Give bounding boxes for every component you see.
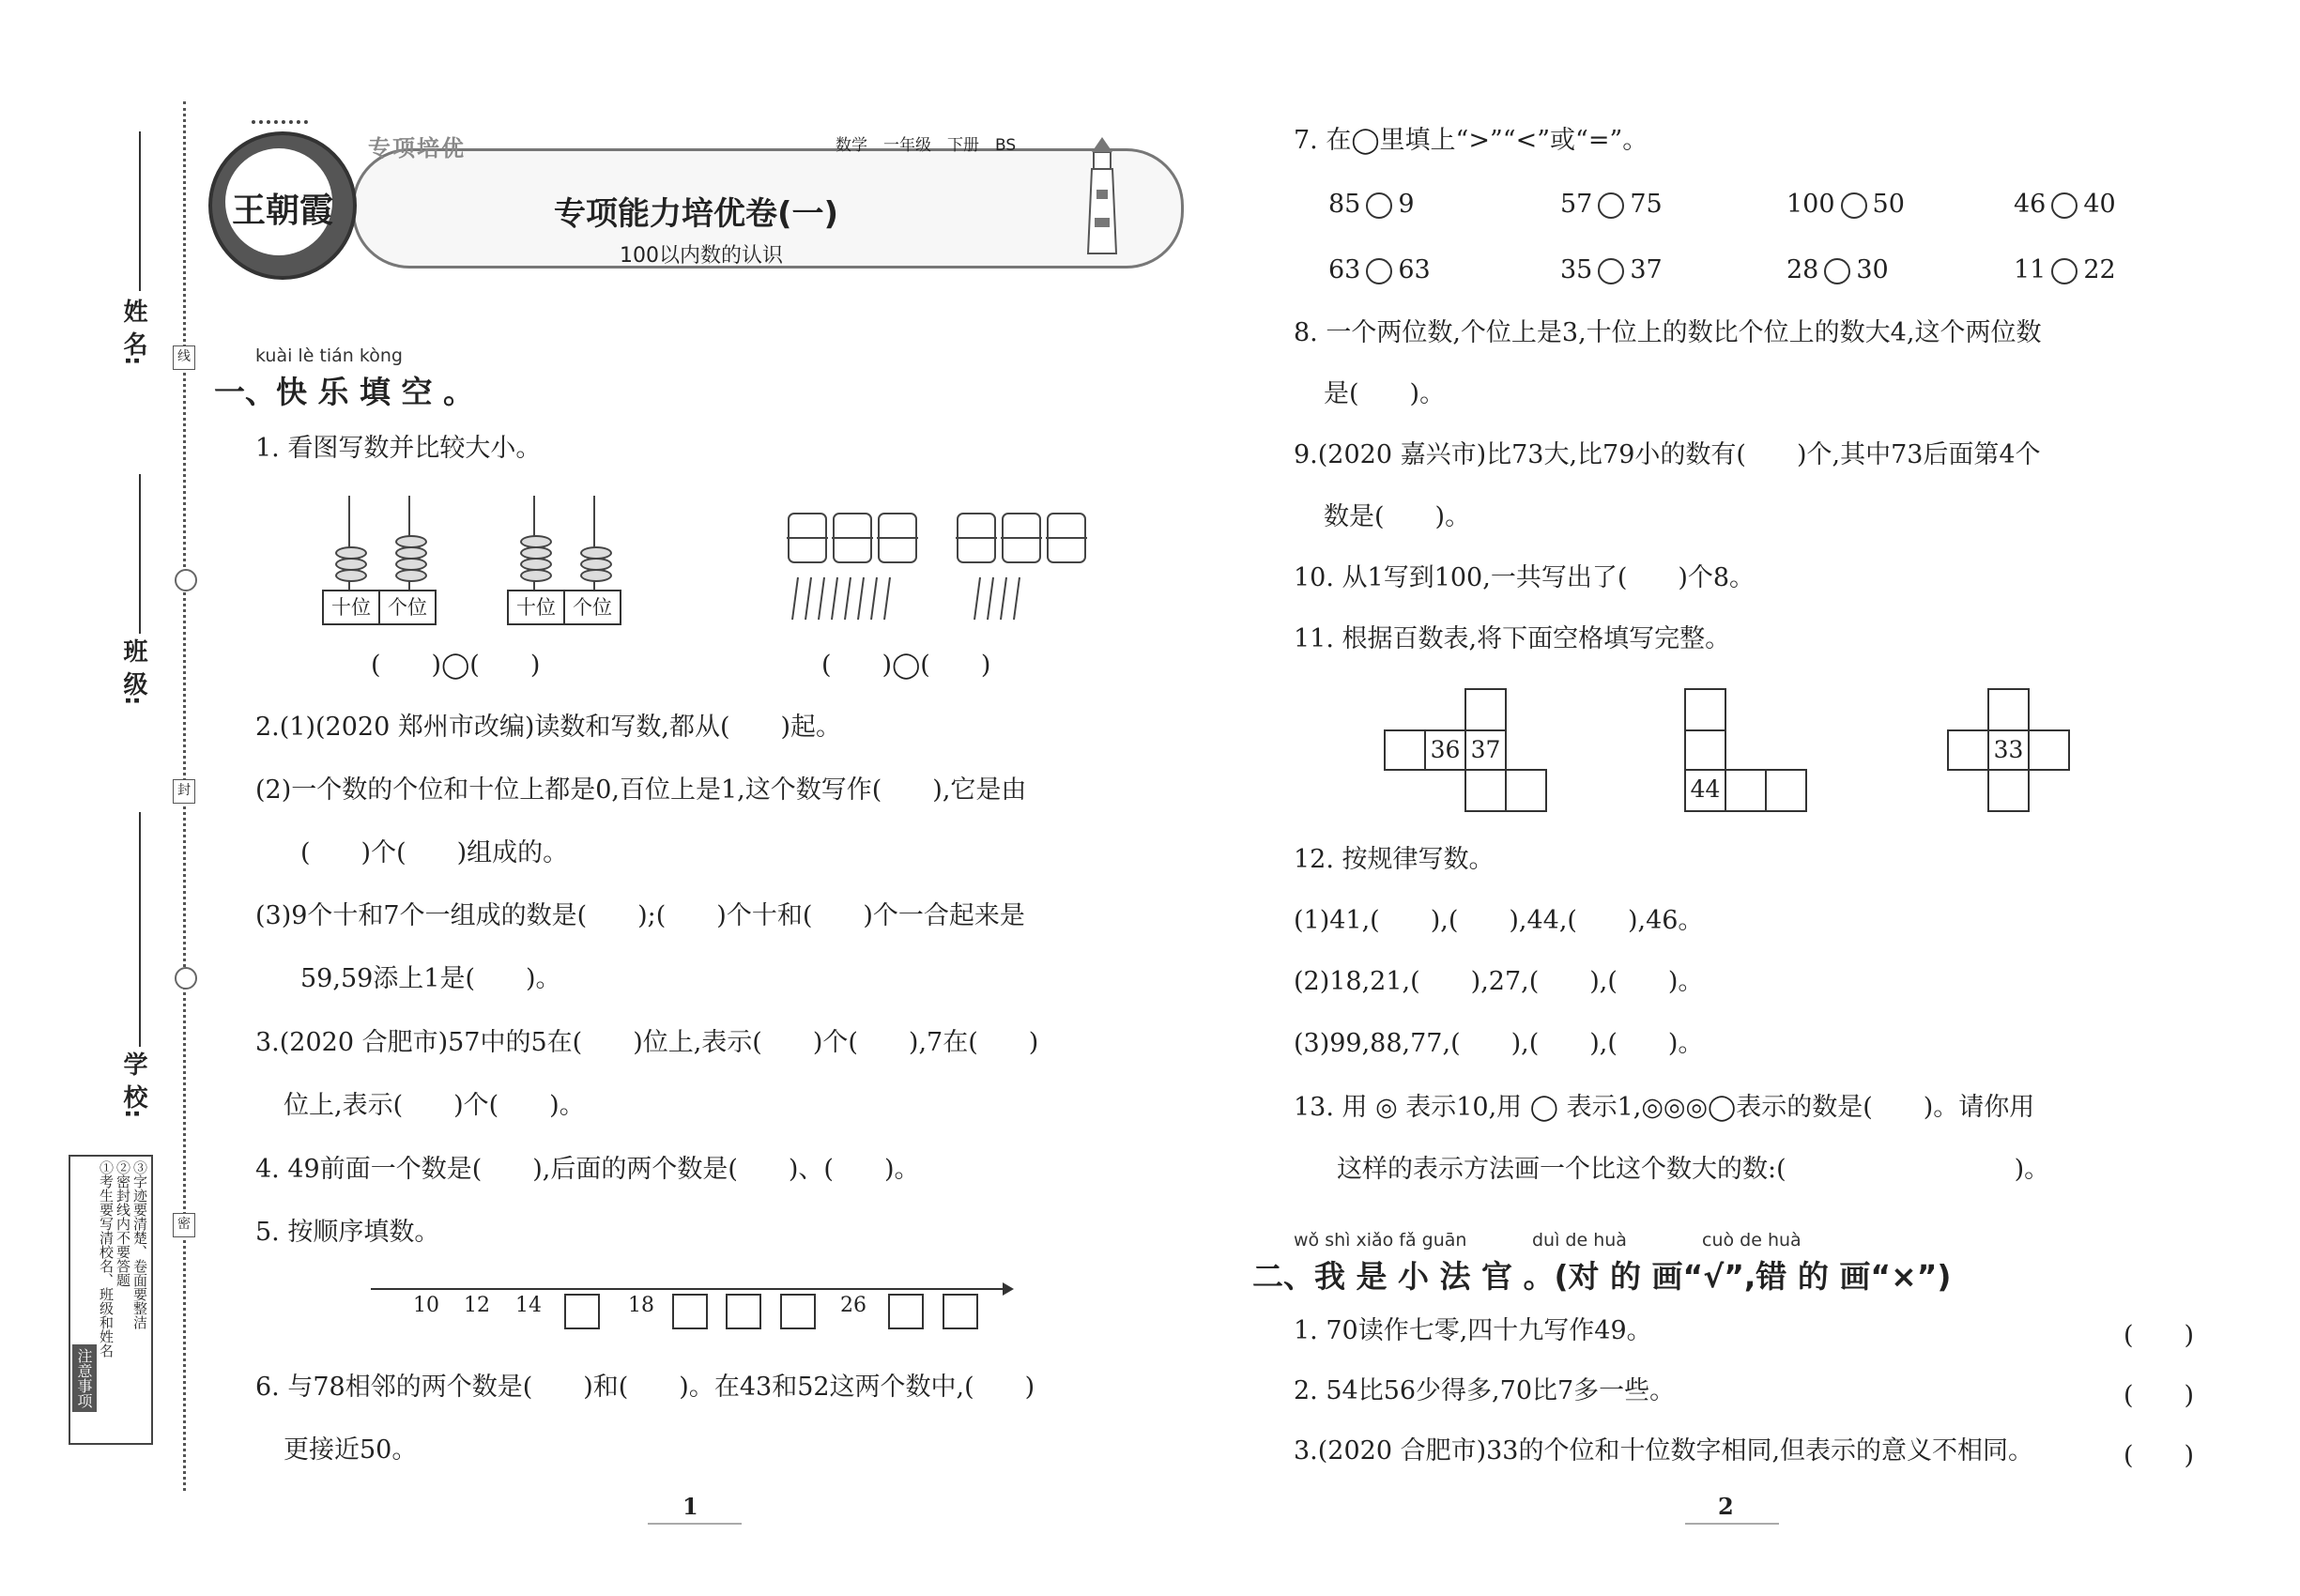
binding-clip-icon-2	[175, 967, 197, 990]
grid-cell-36: 36	[1424, 729, 1466, 771]
q7-item[interactable]	[1560, 253, 1663, 287]
note-3: ③字迹要清楚、卷面要整洁	[131, 1160, 148, 1329]
brand-logo	[208, 131, 357, 280]
judge-item-1: 1. 70读作七零,四十九写作49。	[1294, 1316, 1652, 1345]
tick-label: 14	[515, 1294, 542, 1317]
judge-item-3: 3.(2020 合肥市)33的个位和十位数字相同,但表示的意义不相同。	[1294, 1436, 2034, 1466]
grid-cell[interactable]	[1947, 729, 1989, 771]
section2-pinyin-2: duì de huà	[1532, 1230, 1627, 1251]
q8-line1: 8. 一个两位数,个位上是3,十位上的数比个位上的数大4,这个两位数	[1294, 318, 2042, 347]
q7-left: 35	[1560, 255, 1593, 284]
page-ornament-2	[1685, 1523, 1779, 1525]
q1-compare-blank-1[interactable]: ( )◯( )	[371, 651, 541, 680]
lighthouse-icon	[1084, 131, 1120, 258]
judge-item-2: 2. 54比56少得多,70比7多一些。	[1294, 1376, 1676, 1405]
grid-cell[interactable]	[1725, 769, 1767, 812]
abacus-1	[322, 496, 439, 625]
school-label: 学 校:	[119, 1051, 147, 1119]
section2-pinyin-1: wǒ shì xiǎo fǎ guān	[1294, 1230, 1467, 1251]
compare-circle[interactable]	[1841, 192, 1867, 219]
q7-left: 11	[2014, 255, 2047, 284]
compare-circle[interactable]	[2051, 192, 2078, 219]
class-label: 班 级:	[119, 638, 147, 706]
q2-part2-line2: ( )个( )组成的。	[300, 838, 569, 867]
grid-cell-33: 33	[1987, 729, 2030, 771]
section2-pinyin-3: cuò de huà	[1702, 1230, 1802, 1251]
binding-clip-icon-1	[175, 569, 197, 591]
grid-cell[interactable]	[1765, 769, 1807, 812]
school-input-line[interactable]	[139, 812, 141, 1047]
q7-right: 63	[1398, 255, 1431, 284]
number-line-arrow-icon	[1003, 1282, 1014, 1296]
q2-part2-line1: (2)一个数的个位和十位上都是0,百位上是1,这个数写作( ),它是由	[255, 775, 1027, 805]
number-line	[371, 1288, 1007, 1290]
abacus-label-ones: 个位	[563, 590, 621, 625]
number-line-blank[interactable]	[943, 1294, 978, 1329]
q12-part2: (2)18,21,( ),27,( ),( )。	[1294, 967, 1704, 996]
compare-circle[interactable]	[2051, 258, 2078, 284]
stick-bundles-2	[956, 512, 1087, 624]
q5-text: 5. 按顺序填数。	[255, 1218, 440, 1247]
q7-text: 7. 在◯里填上“>”“<”或“=”。	[1294, 126, 1648, 155]
q7-right: 50	[1872, 190, 1905, 219]
brand-name: 王朝霞	[231, 191, 333, 230]
section1-pinyin: kuài lè tián kòng	[255, 345, 403, 366]
binding-mark-bottom: 密	[173, 1213, 195, 1237]
grid-cell[interactable]	[1684, 729, 1726, 771]
section1-title: 一、快 乐 填 空 。	[214, 374, 474, 410]
q3-line1: 3.(2020 合肥市)57中的5在( )位上,表示( )个( ),7在( )	[255, 1028, 1039, 1057]
grid-cell[interactable]	[2028, 729, 2070, 771]
q1-compare-blank-2[interactable]: ( )◯( )	[821, 651, 991, 680]
q7-left: 57	[1560, 190, 1593, 219]
q7-right: 75	[1630, 190, 1663, 219]
q7-right: 22	[2083, 255, 2116, 284]
grid-cell[interactable]	[1987, 769, 2030, 812]
stick-bundles-1	[787, 512, 937, 624]
abacus-bead	[335, 569, 367, 582]
q7-left: 85	[1328, 190, 1361, 219]
grid-cell[interactable]	[1684, 688, 1726, 731]
q7-right: 9	[1398, 190, 1415, 219]
compare-circle[interactable]	[1598, 192, 1624, 219]
judge-blank-1[interactable]: ( )	[2124, 1321, 2195, 1350]
q13-line2: 这样的表示方法画一个比这个数大的数:( )。	[1337, 1155, 2050, 1184]
q7-left: 28	[1786, 255, 1819, 284]
note-1: ①考生要写清校名、班级和姓名	[98, 1160, 115, 1358]
q11-text: 11. 根据百数表,将下面空格填写完整。	[1294, 624, 1731, 653]
judge-blank-2[interactable]: ( )	[2124, 1381, 2195, 1410]
note-2: ②密封线内不要答题	[115, 1160, 131, 1287]
header-title: 专项能力培优卷(一)	[554, 195, 839, 233]
q7-left: 100	[1786, 190, 1835, 219]
abacus-bead	[520, 569, 552, 582]
number-line-blank[interactable]	[888, 1294, 924, 1329]
q7-left: 46	[2014, 190, 2047, 219]
header-subtitle: 100以内数的认识	[620, 244, 783, 268]
q7-item[interactable]	[2014, 253, 2116, 287]
compare-circle[interactable]	[1598, 258, 1624, 284]
grid-cell-37: 37	[1464, 729, 1507, 771]
q7-right: 40	[2083, 190, 2116, 219]
q7-item[interactable]	[1786, 253, 1889, 287]
notes-box	[69, 1155, 153, 1445]
q8-line2: 是( )。	[1324, 379, 1446, 408]
q13-line1: 13. 用 ◎ 表示10,用 ◯ 表示1,◎◎◎◯表示的数是( )。请你用	[1294, 1093, 2035, 1122]
grid-cell[interactable]	[1464, 769, 1507, 812]
grid-cell[interactable]	[1464, 688, 1507, 731]
q9-line2: 数是( )。	[1324, 502, 1471, 531]
tick-label: 18	[628, 1294, 654, 1317]
q7-item[interactable]	[2014, 188, 2116, 222]
binding-mark-mid: 封	[173, 779, 195, 804]
q1-text: 1. 看图写数并比较大小。	[255, 434, 542, 463]
q6-line1: 6. 与78相邻的两个数是( )和( )。在43和52这两个数中,( )	[255, 1373, 1035, 1402]
q7-item[interactable]	[1328, 188, 1415, 222]
q12-part3: (3)99,88,77,( ),( ),( )。	[1294, 1029, 1704, 1058]
header-tag: 专项培优	[368, 135, 466, 161]
q7-left: 63	[1328, 255, 1361, 284]
brand-crown-icon	[252, 120, 308, 150]
number-line-blank[interactable]	[672, 1294, 708, 1329]
page-number-1: 1	[682, 1493, 698, 1520]
q7-right: 30	[1856, 255, 1889, 284]
q7-right: 37	[1630, 255, 1663, 284]
class-input-line[interactable]	[139, 474, 141, 634]
q7-item[interactable]	[1328, 253, 1431, 287]
tick-label: 10	[413, 1294, 439, 1317]
page-number-2: 2	[1718, 1493, 1734, 1520]
compare-circle[interactable]	[1366, 258, 1392, 284]
q4-text: 4. 49前面一个数是( ),后面的两个数是( )、( )。	[255, 1155, 920, 1184]
q7-item[interactable]	[1560, 188, 1663, 222]
tick-label: 26	[840, 1294, 866, 1317]
q10-text: 10. 从1写到100,一共写出了( )个8。	[1294, 563, 1756, 592]
q6-line2: 更接近50。	[284, 1435, 418, 1465]
q2-part3-line2: 59,59添上1是( )。	[300, 964, 561, 993]
compare-circle[interactable]	[1824, 258, 1850, 284]
abacus-2	[507, 496, 624, 625]
abacus-label-tens: 十位	[322, 590, 380, 625]
notes-title: 注意事项	[72, 1344, 97, 1412]
compare-circle[interactable]	[1366, 192, 1392, 219]
abacus-bead	[395, 569, 427, 582]
judge-blank-3[interactable]: ( )	[2124, 1441, 2195, 1470]
q2-part3-line1: (3)9个十和7个一组成的数是( );( )个十和( )个一合起来是	[255, 901, 1025, 930]
q7-item[interactable]	[1786, 188, 1905, 222]
number-line-blank[interactable]	[780, 1294, 816, 1329]
abacus-label-tens: 十位	[507, 590, 565, 625]
number-line-blank[interactable]	[564, 1294, 600, 1329]
number-line-blank[interactable]	[726, 1294, 761, 1329]
grid-cell-44: 44	[1684, 769, 1726, 812]
q12-text: 12. 按规律写数。	[1294, 845, 1495, 874]
q12-part1: (1)41,( ),( ),44,( ),46。	[1294, 906, 1704, 935]
name-label: 姓 名:	[119, 299, 147, 366]
q2-part1: 2.(1)(2020 郑州市改编)读数和写数,都从( )起。	[255, 713, 842, 742]
header-meta: 数学 一年级 下册 BS	[836, 136, 1017, 155]
grid-cell[interactable]	[1987, 688, 2030, 731]
abacus-label-ones: 个位	[378, 590, 437, 625]
grid-cell[interactable]	[1384, 729, 1426, 771]
q3-line2: 位上,表示( )个( )。	[284, 1091, 585, 1120]
tick-label: 12	[464, 1294, 490, 1317]
page-ornament-1	[648, 1523, 742, 1525]
section2-title: 二、我 是 小 法 官 。(对 的 画“√”,错 的 画“×”)	[1252, 1258, 1952, 1295]
binding-mark-top: 线	[173, 345, 195, 370]
q9-line1: 9.(2020 嘉兴市)比73大,比79小的数有( )个,其中73后面第4个	[1294, 440, 2041, 469]
grid-cell[interactable]	[1505, 769, 1547, 812]
name-input-line[interactable]	[139, 131, 141, 291]
abacus-bead	[580, 569, 612, 582]
